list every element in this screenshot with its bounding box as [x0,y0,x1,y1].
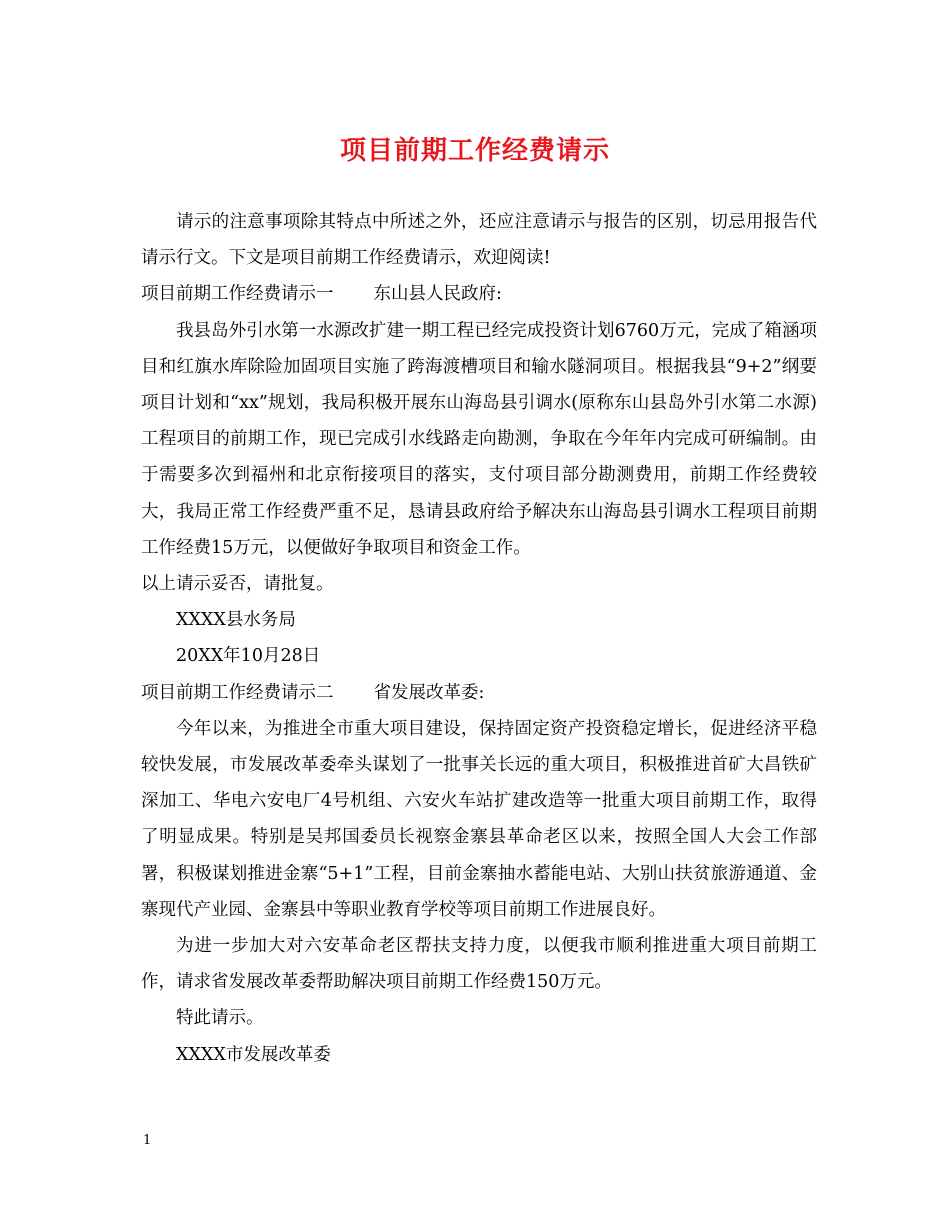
section1-addressee: 东山县人民政府: [373,284,502,305]
section2-body-1: 今年以来，为推进全市重大项目建设，保持固定资产投资稳定增长，促进经济平稳较快发展，市发展改革委牵头谋划了一批事关长远的重大项目，积极推进首矿大昌铁矿深加工、华电六安电厂4号机组、六安火车站扩建改造等一批重大项目前期工作，取得了明显成果。特别是吴邦国委员长视察金寨县革命老区以来，按照全国人大会工作部署，积极谋划推进金寨“5+1”工程，目前金寨抽水蓄能电站、大别山扶贫旅游通道、金寨现代产业园、金寨县中等职业教育学校等项目前期工作进展良好。 [141,718,817,920]
section2-body-2: 为进一步加大对六安革命老区帮扶支持力度，以便我市顺利推进重大项目前期工作，请求省发展改革委帮助解决项目前期工作经费150万元。 [141,936,817,993]
document-body [141,204,817,1073]
section1-heading: 项目前期工作经费请示一 [141,284,334,305]
section2-signature: XXXX市发展改革委 [176,1044,331,1065]
section1-date: 20XX年10月28日 [176,646,321,667]
section1-heading-line [141,276,817,312]
section2-closing: 特此请示。 [176,1008,264,1029]
section2-heading: 项目前期工作经费请示二 [141,682,334,703]
section1-closing: 以上请示妥否，请批复。 [141,574,334,595]
section2-heading-line [141,675,817,711]
section2-addressee: 省发展改革委: [373,682,485,703]
intro-paragraph: 请示的注意事项除其特点中所述之外，还应注意请示与报告的区别，切忌用报告代请示行文。下文是项目前期工作经费请示，欢迎阅读! [141,212,817,269]
section1-body: 我县岛外引水第一水源改扩建一期工程已经完成投资计划6760万元，完成了箱涵项目和红旗水库除险加固项目实施了跨海渡槽项目和输水隧洞项目。根据我县“9+2”纲要项目计划和“xx”规划，我局积极开展东山海岛县引调水(原称东山县岛外引水第二水源)工程项目的前期工作，现已完成引水线路走向勘测，争取在今年年内完成可研编制。由于需要多次到福州和北京衔接项目的落实，支付项目部分勘测费用，前期工作经费较大，我局正常工作经费严重不足，恳请县政府给予解决东山海岛县引调水工程项目前期工作经费15万元，以便做好争取项目和资金工作。 [141,320,817,558]
page-number: 1 [143,1133,152,1148]
section1-signature: XXXX县水务局 [176,610,296,631]
document-title: 项目前期工作经费请示 [339,136,610,166]
